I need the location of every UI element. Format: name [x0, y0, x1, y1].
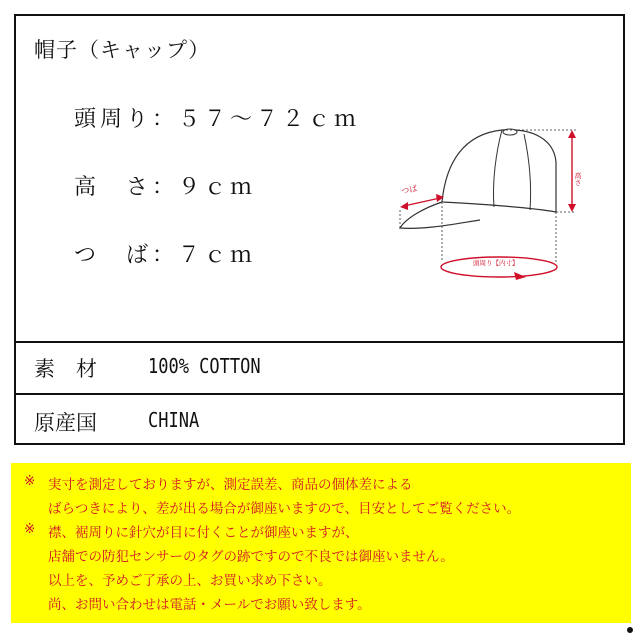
- height-label: 高さ: [574, 172, 582, 186]
- material-label: 素 材: [34, 357, 97, 381]
- notes-box: [11, 463, 631, 623]
- spec-table: [14, 14, 625, 445]
- spec-main-row: [16, 16, 623, 341]
- spec-circumference: 頭周り：５７～７２ｃｍ: [74, 107, 361, 132]
- row-divider: [16, 341, 623, 343]
- note-text: 実寸を測定しておりますが、測定誤差、商品の個体差による: [48, 477, 413, 493]
- origin-label: 原産国: [34, 411, 97, 435]
- row-divider: [16, 393, 623, 395]
- note-text: ばらつきにより、差が出る場合が御座いますので、目安としてご覧ください。: [48, 501, 521, 517]
- circumference-label: 頭周り【内寸】: [473, 259, 519, 267]
- note-text: 以上を、予めご了承の上、お買い求め下さい。: [48, 573, 332, 589]
- note-text: 襟、裾周りに針穴が目に付くことが御座いますが、: [48, 525, 359, 541]
- corner-dot: [627, 627, 633, 633]
- material-value: 100% COTTON: [148, 354, 261, 378]
- note-mark: ※: [24, 473, 36, 489]
- product-title: 帽子（キャップ）: [34, 38, 211, 62]
- cap-brim: [400, 202, 480, 228]
- note-text: 尚、お問い合わせは電話・メールでお願い致します。: [48, 597, 371, 613]
- note-text: 店舗での防犯センサーのタグの跡ですので不良では御座いません。: [48, 549, 454, 565]
- cap-diagram: [384, 112, 594, 282]
- brim-label: つば: [400, 183, 419, 196]
- origin-value: CHINA: [148, 408, 200, 432]
- spec-height: 高 さ：９ｃｍ: [74, 175, 257, 200]
- spec-brim: つ ば：７ｃｍ: [74, 243, 257, 268]
- note-mark: ※: [24, 521, 36, 537]
